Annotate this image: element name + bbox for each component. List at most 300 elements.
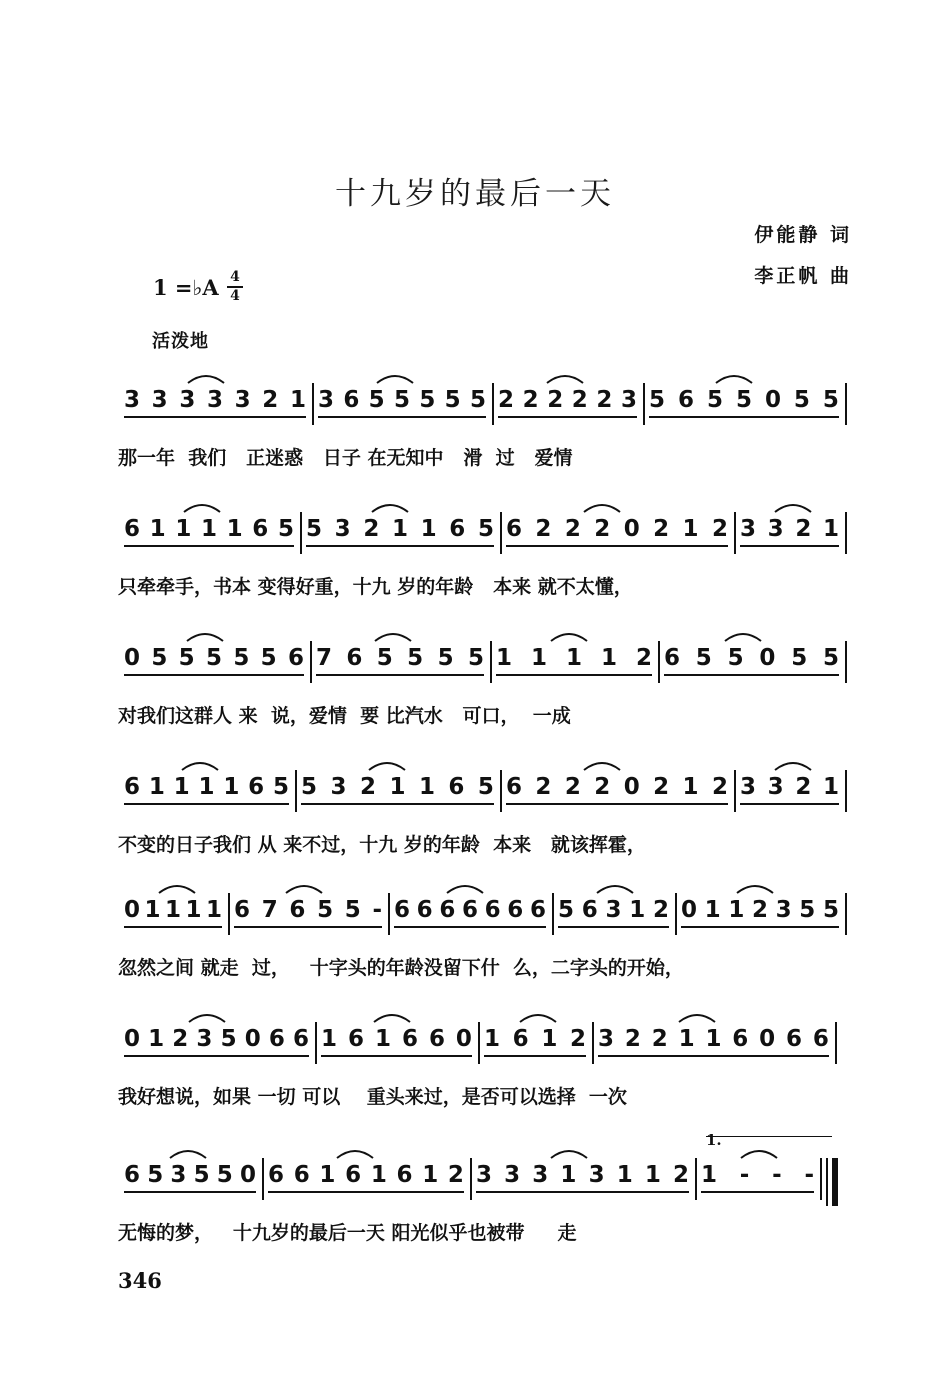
note: 1 [682, 516, 699, 542]
note: 0 [764, 387, 781, 413]
barline [490, 641, 492, 683]
note: 3 [740, 774, 757, 800]
note: - [772, 1162, 782, 1188]
repeat-barline-thick [832, 1158, 838, 1206]
note: 5 [233, 645, 250, 671]
measure-3 [394, 893, 546, 941]
measure-1 [124, 770, 289, 818]
note: 5 [477, 774, 494, 800]
note: 1 [616, 1162, 633, 1188]
measure-2 [316, 641, 484, 689]
barline [734, 770, 736, 812]
composer-credit: 李正帆 曲 [754, 265, 852, 287]
page-number: 346 [118, 1268, 162, 1293]
barline [845, 770, 847, 812]
key-signature: 1 =♭A [153, 275, 219, 300]
barline [470, 1158, 472, 1200]
barline [388, 893, 390, 935]
note: 1 [289, 387, 306, 413]
beam-underline [316, 674, 484, 676]
measure-2 [306, 512, 494, 560]
measure-3 [484, 1022, 586, 1070]
note: 1 [148, 774, 165, 800]
barline [492, 383, 494, 425]
note: 2 [262, 387, 279, 413]
measure-2 [268, 1158, 464, 1206]
note: 2 [795, 774, 812, 800]
note: 5 [216, 1162, 233, 1188]
beam-underline [124, 1055, 309, 1057]
slur-mark [518, 1010, 558, 1024]
note: 6 [448, 774, 465, 800]
note: 0 [759, 645, 776, 671]
note: 6 [396, 1162, 413, 1188]
slur-mark [187, 1010, 227, 1024]
measure-4 [740, 512, 839, 560]
slur-mark [367, 758, 407, 772]
note: - [804, 1162, 814, 1188]
measure-1 [124, 383, 306, 431]
notes-row [0, 893, 950, 941]
note: 3 [588, 1162, 605, 1188]
note: 5 [344, 897, 361, 923]
tempo-marking: 活泼地 [152, 331, 209, 352]
note: 6 [293, 1162, 310, 1188]
note: - [372, 897, 382, 923]
note: 5 [437, 645, 454, 671]
note: 5 [178, 645, 195, 671]
note: 3 [775, 897, 792, 923]
time-signature [227, 270, 243, 304]
beam-underline [506, 545, 728, 547]
beam-underline [558, 926, 669, 928]
note: 1 [629, 897, 646, 923]
note: 2 [594, 516, 611, 542]
measure-2 [234, 893, 382, 941]
measure-1 [124, 1022, 309, 1070]
note: 6 [461, 897, 478, 923]
note: 1 [422, 1162, 439, 1188]
note: 6 [439, 897, 456, 923]
note: 3 [170, 1162, 187, 1188]
note: 6 [732, 1026, 749, 1052]
slur-mark [335, 1146, 375, 1160]
note: 0 [244, 1026, 261, 1052]
note: 2 [547, 387, 564, 413]
beam-underline [506, 803, 728, 805]
slur-mark [168, 1146, 208, 1160]
note: 6 [416, 897, 433, 923]
note: 6 [248, 774, 265, 800]
note: 5 [306, 516, 323, 542]
measure-1 [124, 641, 304, 689]
note: 6 [124, 1162, 141, 1188]
note: 5 [407, 645, 424, 671]
note: 3 [767, 774, 784, 800]
note: 2 [653, 516, 670, 542]
note: 1 [164, 897, 181, 923]
beam-underline [124, 545, 294, 547]
note: 5 [193, 1162, 210, 1188]
beam-underline [598, 1055, 829, 1057]
note: 1 [319, 1162, 336, 1188]
note: 6 [786, 1026, 803, 1052]
note: 6 [581, 897, 598, 923]
note: 3 [605, 897, 622, 923]
beam-underline [484, 1055, 586, 1057]
note: 0 [124, 1026, 141, 1052]
note: 2 [359, 774, 376, 800]
slur-mark [549, 629, 589, 643]
note: 5 [791, 645, 808, 671]
note: 6 [347, 1026, 364, 1052]
barline [478, 1022, 480, 1064]
note: 3 [206, 387, 223, 413]
note: 6 [812, 1026, 829, 1052]
lyrics-line: 我好想说，如果 一切 可以 重头来过，是否可以选择 一次 [118, 1086, 627, 1108]
note: 5 [277, 516, 294, 542]
note: 5 [467, 645, 484, 671]
barline [310, 641, 312, 683]
note: 1 [530, 645, 547, 671]
note: 6 [124, 516, 141, 542]
note: - [739, 1162, 750, 1188]
note: 3 [476, 1162, 493, 1188]
note: 6 [343, 387, 360, 413]
note: 2 [751, 897, 768, 923]
measure-1 [124, 893, 222, 941]
note: 1 [321, 1026, 338, 1052]
note: 1 [728, 897, 745, 923]
note: 2 [653, 774, 670, 800]
beam-underline [394, 926, 546, 928]
note: 6 [252, 516, 269, 542]
beam-underline [496, 674, 652, 676]
note: 1 [541, 1026, 558, 1052]
note: 6 [507, 897, 524, 923]
barline [552, 893, 554, 935]
slur-mark [773, 758, 813, 772]
note: 1 [822, 774, 839, 800]
note: 0 [124, 897, 141, 923]
repeat-barline-thin [826, 1158, 828, 1206]
barline [820, 1158, 822, 1200]
note: 2 [711, 516, 728, 542]
note: 5 [272, 774, 289, 800]
measure-4 [740, 770, 839, 818]
slur-mark [373, 629, 413, 643]
note: 1 [391, 516, 408, 542]
note: 1 [205, 897, 222, 923]
note: 6 [506, 774, 523, 800]
note: 1 [175, 516, 192, 542]
measure-5 [681, 893, 839, 941]
note: 5 [301, 774, 318, 800]
measure-4 [649, 383, 839, 431]
note: 5 [727, 645, 744, 671]
barline [845, 383, 847, 425]
note: 6 [677, 387, 694, 413]
time-signature-top: 4 [230, 269, 240, 285]
note: 5 [793, 387, 810, 413]
notes-row [0, 1022, 950, 1070]
measure-4 [598, 1022, 829, 1070]
measure-4 [558, 893, 669, 941]
lyrics-line: 对我们这群人 来 说，爱情 要 比汽水 可口， 一成 [118, 705, 571, 727]
lyricist-credit: 伊能静 词 [754, 224, 852, 246]
slur-mark [582, 758, 622, 772]
notes-row [0, 770, 950, 818]
note: 1 [496, 645, 513, 671]
note: 1 [144, 897, 161, 923]
slur-mark [549, 1146, 589, 1160]
beam-underline [740, 545, 839, 547]
time-signature-bottom: 4 [230, 287, 240, 304]
note: 1 [226, 516, 243, 542]
note: 1 [185, 897, 202, 923]
barline [592, 1022, 594, 1064]
beam-underline [318, 416, 486, 418]
measure-1 [124, 512, 294, 560]
lyrics-line: 那一年 我们 正迷惑 日子 在无知中 滑 过 爱情 [118, 447, 573, 469]
slur-mark [370, 500, 410, 514]
beam-underline [124, 674, 304, 676]
note: 2 [596, 387, 613, 413]
note: 5 [706, 387, 723, 413]
beam-underline [306, 545, 494, 547]
slur-mark [284, 881, 324, 895]
note: 5 [444, 387, 461, 413]
note: 1 [484, 1026, 501, 1052]
note: 1 [678, 1026, 695, 1052]
note: 1 [173, 774, 190, 800]
beam-underline [476, 1191, 689, 1193]
note: 5 [151, 645, 168, 671]
first-ending-bracket [706, 1131, 832, 1153]
note: 5 [822, 645, 839, 671]
notes-row [0, 641, 950, 689]
note: 5 [822, 897, 839, 923]
note: 3 [234, 387, 251, 413]
beam-underline [124, 926, 222, 928]
note: 5 [368, 387, 385, 413]
note: 1 [200, 516, 217, 542]
note: 5 [147, 1162, 164, 1188]
note: 2 [522, 387, 539, 413]
note: 6 [401, 1026, 418, 1052]
note: 0 [623, 774, 640, 800]
slur-mark [735, 881, 775, 895]
note: 6 [287, 645, 304, 671]
note: 1 [389, 774, 406, 800]
slur-mark [186, 371, 226, 385]
note: 2 [652, 897, 669, 923]
note: 7 [316, 645, 333, 671]
slur-mark [182, 500, 222, 514]
note: 1 [822, 516, 839, 542]
slur-mark [445, 881, 485, 895]
note: 3 [620, 387, 637, 413]
note: 5 [220, 1026, 237, 1052]
notes-row [0, 512, 950, 560]
barline [228, 893, 230, 935]
note: 3 [318, 387, 335, 413]
note: 1 [418, 774, 435, 800]
barline [300, 512, 302, 554]
note: 5 [477, 516, 494, 542]
note: 2 [795, 516, 812, 542]
note: 5 [822, 387, 839, 413]
beam-underline [321, 1055, 472, 1057]
note: 6 [449, 516, 466, 542]
barline [734, 512, 736, 554]
note: 1 [223, 774, 240, 800]
note: 3 [740, 516, 757, 542]
note: 3 [532, 1162, 549, 1188]
note: 6 [268, 1026, 285, 1052]
barline [675, 893, 677, 935]
barline [312, 383, 314, 425]
measure-3 [496, 641, 652, 689]
note: 1 [374, 1026, 391, 1052]
note: 1 [704, 897, 721, 923]
note: 3 [179, 387, 196, 413]
notes-row [0, 383, 950, 431]
note: 5 [260, 645, 277, 671]
note: 1 [682, 774, 699, 800]
note: 1 [148, 1026, 165, 1052]
note: 0 [759, 1026, 776, 1052]
note: 6 [512, 1026, 529, 1052]
slur-mark [595, 881, 635, 895]
barline [845, 641, 847, 683]
note: 1 [701, 1162, 718, 1188]
barline [500, 512, 502, 554]
beam-underline [124, 1191, 256, 1193]
song-title: 十九岁的最后一天 [335, 176, 615, 212]
note: 1 [560, 1162, 577, 1188]
note: 2 [172, 1026, 189, 1052]
note: 6 [268, 1162, 285, 1188]
note: 6 [529, 897, 546, 923]
beam-underline [681, 926, 839, 928]
note: 1 [705, 1026, 722, 1052]
barline [845, 512, 847, 554]
note: 0 [681, 897, 698, 923]
measure-1 [124, 1158, 256, 1206]
note: 3 [124, 387, 141, 413]
measure-2 [321, 1022, 472, 1070]
beam-underline [664, 674, 839, 676]
note: 6 [484, 897, 501, 923]
note: 6 [289, 897, 306, 923]
note: 5 [735, 387, 752, 413]
note: 2 [672, 1162, 689, 1188]
beam-underline [740, 803, 839, 805]
note: 5 [469, 387, 486, 413]
beam-underline [649, 416, 839, 418]
note: 2 [651, 1026, 668, 1052]
note: 3 [196, 1026, 213, 1052]
note: 0 [623, 516, 640, 542]
note: 2 [535, 516, 552, 542]
note: 3 [330, 774, 347, 800]
slur-mark [582, 500, 622, 514]
lyrics-line: 忽然之间 就走 过， 十字头的年龄没留下什 么，二字头的开始， [118, 957, 684, 979]
note: 2 [447, 1162, 464, 1188]
slur-mark [677, 1010, 717, 1024]
note: 0 [455, 1026, 472, 1052]
note: 5 [205, 645, 222, 671]
note: 5 [799, 897, 816, 923]
note: 2 [535, 774, 552, 800]
note: 2 [569, 1026, 586, 1052]
note: 3 [598, 1026, 615, 1052]
lyrics-line: 无悔的梦， 十九岁的最后一天 阳光似乎也被带 走 [118, 1222, 577, 1244]
barline [262, 1158, 264, 1200]
barline [643, 383, 645, 425]
note: 1 [198, 774, 215, 800]
note: 6 [124, 774, 141, 800]
note: 3 [767, 516, 784, 542]
measure-4 [701, 1158, 814, 1206]
barline [295, 770, 297, 812]
slur-mark [714, 371, 754, 385]
measure-3 [476, 1158, 689, 1206]
beam-underline [268, 1191, 464, 1193]
measure-3 [498, 383, 637, 431]
barline [835, 1022, 837, 1064]
barline [500, 770, 502, 812]
note: 0 [239, 1162, 256, 1188]
note: 3 [504, 1162, 521, 1188]
note: 1 [600, 645, 617, 671]
note: 6 [346, 645, 363, 671]
note: 7 [261, 897, 278, 923]
barline [695, 1158, 697, 1200]
note: 3 [151, 387, 168, 413]
beam-underline [124, 803, 289, 805]
slur-mark [773, 500, 813, 514]
note: 2 [498, 387, 515, 413]
note: 1 [644, 1162, 661, 1188]
note: 6 [394, 897, 411, 923]
slur-mark [180, 758, 220, 772]
volta-label: 1. [706, 1131, 722, 1149]
note: 5 [419, 387, 436, 413]
note: 6 [345, 1162, 362, 1188]
note: 1 [149, 516, 166, 542]
note: 0 [124, 645, 141, 671]
note: 2 [363, 516, 380, 542]
note: 5 [695, 645, 712, 671]
note: 5 [649, 387, 666, 413]
notes-row [0, 1158, 950, 1206]
note: 1 [370, 1162, 387, 1188]
barline [315, 1022, 317, 1064]
measure-3 [506, 512, 728, 560]
slur-mark [185, 629, 225, 643]
measure-3 [506, 770, 728, 818]
note: 2 [624, 1026, 641, 1052]
note: 3 [334, 516, 351, 542]
note: 1 [420, 516, 437, 542]
slur-mark [375, 371, 415, 385]
measure-2 [318, 383, 486, 431]
note: 2 [564, 774, 581, 800]
note: 6 [234, 897, 251, 923]
note: 2 [594, 774, 611, 800]
